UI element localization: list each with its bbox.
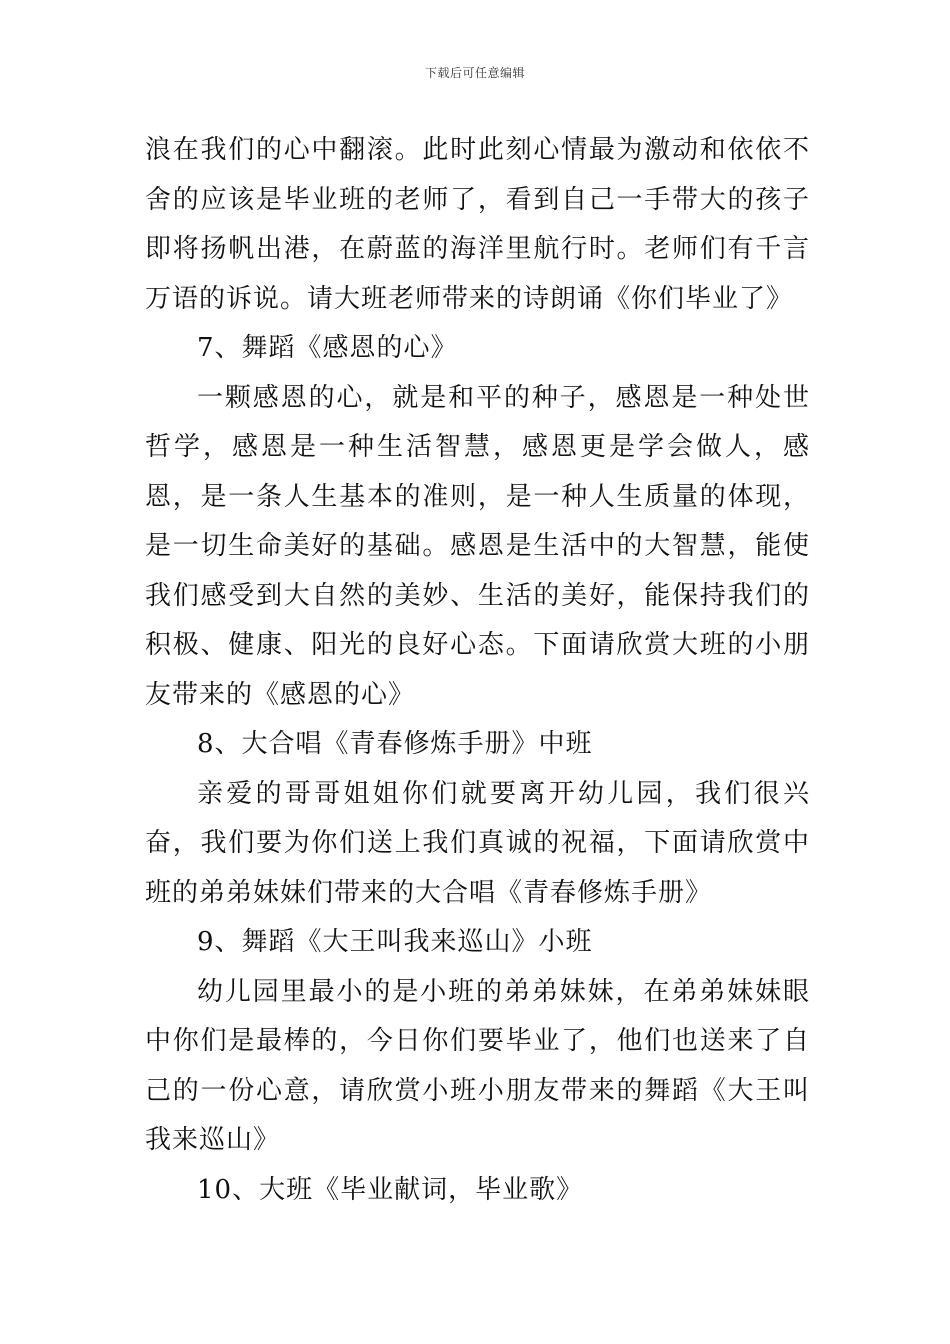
paragraph: 一颗感恩的心，就是和平的种子，感恩是一种处世哲学，感恩是一种生活智慧，感恩更是学会做人，感恩，是一条人生基本的准则，是一种人生质量的体现，是一切生命美好的基础。感恩是生活中的大智慧，能使我们感受到大自然的美妙、生活的美好，能保持我们的积极、健康、阳光的良好心态。下面请欣赏大班的小朋友带来的《感恩的心》 [145, 382, 810, 710]
paragraph: 幼儿园里最小的是小班的弟弟妹妹，在弟弟妹妹眼中你们是最棒的，今日你们要毕业了，他们也送来了自己的一份心意，请欣赏小班小朋友带来的舞蹈《大王叫我来巡山》 [145, 976, 810, 1155]
paragraph: 亲爱的哥哥姐姐你们就要离开幼儿园，我们很兴奋，我们要为你们送上我们真诚的祝福，下面请欣赏中班的弟弟妹妹们带来的大合唱《青春修炼手册》 [145, 778, 810, 908]
program-item-heading: 10、大班《毕业献词，毕业歌》 [197, 1174, 584, 1205]
document-body [145, 126, 810, 1215]
page-header: 下载后可任意编辑 [424, 66, 525, 80]
program-item-heading: 8、大合唱《青春修炼手册》中班 [197, 729, 593, 759]
program-item-heading: 9、舞蹈《大王叫我来巡山》小班 [197, 927, 593, 957]
program-item-heading: 7、舞蹈《感恩的心》 [197, 333, 458, 363]
paragraph-continuation: 浪在我们的心中翻滚。此时此刻心情最为激动和依依不舍的应该是毕业班的老师了，看到自己一手带大的孩子即将扬帆出港，在蔚蓝的海洋里航行时。老师们有千言万语的诉说。请大班老师带来的诗朗诵《你们毕业了》 [145, 135, 810, 314]
